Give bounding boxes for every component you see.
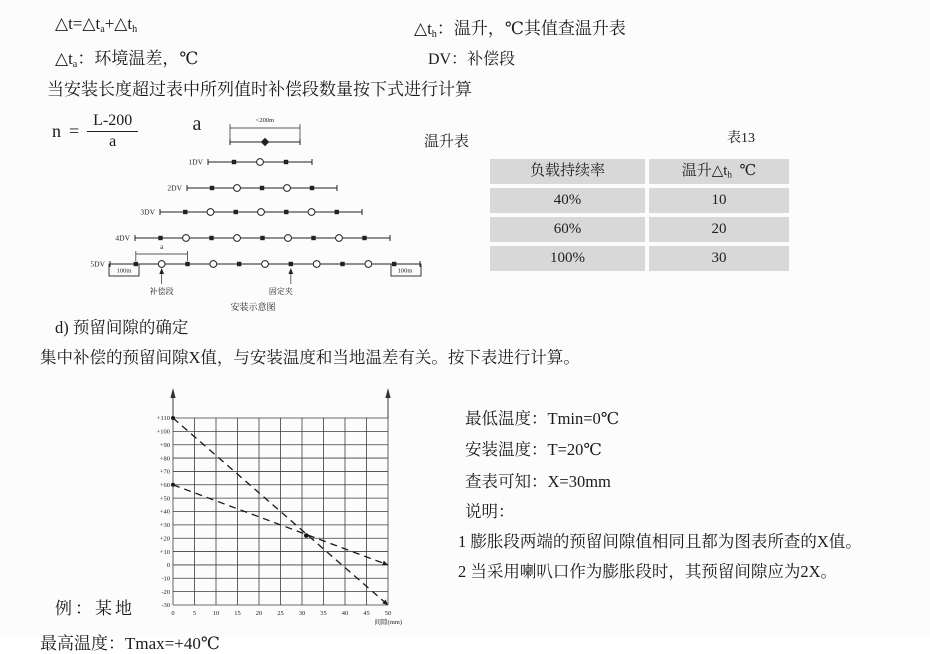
table-cell: 10 (649, 188, 789, 213)
svg-text:50: 50 (384, 610, 392, 617)
definition-text: △t (55, 49, 73, 68)
example-label: 例：某地 (55, 599, 135, 618)
svg-text:35: 35 (320, 610, 327, 617)
svg-text:+90: +90 (159, 441, 170, 449)
fixed-clamp-marker (284, 210, 288, 214)
svg-text:45: 45 (363, 610, 370, 617)
svg-text:固定夹: 固定夹 (268, 287, 293, 296)
definition-delta-ta (55, 44, 198, 70)
notes-title: 说明： (465, 502, 515, 521)
callout-fixed-clamp (269, 268, 293, 296)
svg-text:1DV: 1DV (188, 157, 203, 167)
svg-text:30: 30 (298, 610, 306, 617)
chart-axis-arrows (170, 388, 390, 418)
dv-row-4DV (115, 234, 390, 243)
table-cell: 30 (649, 246, 789, 271)
svg-text:a: a (192, 113, 202, 135)
fixed-clamp-marker (209, 236, 213, 240)
svg-text:+40: +40 (159, 508, 170, 516)
equation-delta-t (55, 14, 137, 35)
lookup-result-line: 查表可知：X=30mm (465, 472, 611, 491)
svg-text:+70: +70 (159, 468, 170, 476)
svg-text:+100: +100 (156, 428, 170, 436)
svg-text:-30: -30 (161, 602, 170, 610)
install-temperature-line: 安装温度：T=20℃ (465, 440, 602, 459)
svg-text:-20: -20 (161, 588, 170, 596)
compensation-unit-marker (262, 261, 269, 268)
svg-text:间隙(mm): 间隙(mm) (374, 619, 402, 626)
fixed-clamp-marker (362, 236, 366, 240)
table-cell: 60% (490, 217, 645, 242)
svg-text:+20: +20 (159, 535, 170, 543)
header-text: 温升△t (681, 163, 728, 179)
svg-text:0: 0 (166, 562, 170, 570)
svg-text:+50: +50 (159, 495, 170, 503)
svg-text:+10: +10 (159, 548, 170, 556)
svg-text:a: a (160, 243, 164, 251)
fixed-clamp-marker (289, 262, 293, 266)
segment-a-symbol (193, 113, 300, 146)
svg-text:10: 10 (212, 610, 220, 617)
compensation-unit-marker (285, 235, 292, 242)
section-d-body: 集中补偿的预留间隙X值，与安装温度和当地温差有关。按下表进行计算。 (40, 348, 580, 367)
svg-text:<200m: <200m (255, 117, 275, 124)
temperature-rise-table (490, 159, 789, 271)
fixed-clamp-marker (210, 186, 214, 190)
dv-row-5DV (90, 260, 420, 269)
fraction-denominator: a (109, 133, 117, 151)
svg-text:15: 15 (234, 610, 241, 617)
compensation-unit-marker (207, 209, 214, 216)
diagram-caption (230, 301, 275, 312)
svg-text:3DV: 3DV (140, 207, 155, 217)
svg-text:25: 25 (277, 610, 284, 617)
svg-text:4DV: 4DV (115, 233, 130, 243)
fixed-clamp-marker (185, 262, 189, 266)
compensation-unit-marker (257, 159, 264, 166)
compensation-unit-marker (234, 185, 241, 192)
compensation-unit-marker (234, 235, 241, 242)
svg-text:20: 20 (255, 610, 263, 617)
reading-point (304, 533, 309, 538)
svg-text:-10: -10 (161, 575, 170, 583)
compensation-unit-marker (308, 209, 315, 216)
reserved-gap-chart (140, 380, 440, 635)
table-cell: 100% (490, 246, 645, 271)
note-1: 1 膨胀段两端的预留间隙值相同且都为图表所查的X值。 (458, 532, 862, 551)
equation-text: +△t (104, 14, 133, 33)
intro-sentence: 当安装长度超过表中所列值时补偿段数量按下式进行计算 (47, 80, 472, 99)
fraction-numerator: L-200 (87, 112, 138, 132)
definition-text: ：温升，℃其值查温升表 (436, 19, 626, 38)
fixed-clamp-marker (310, 186, 314, 190)
fixed-clamp-marker (311, 236, 315, 240)
fixed-clamp-marker (260, 236, 264, 240)
note-2: 2 当采用喇叭口作为膨胀段时，其预留间隙应为2X。 (458, 562, 838, 581)
subscript-a: a (72, 58, 78, 70)
clipped-bottom-line: 最高温度：Tmax=+40℃ (40, 634, 220, 653)
fixed-clamp-marker (183, 210, 187, 214)
subscript-h: h (431, 28, 437, 40)
svg-text:100m: 100m (397, 267, 413, 275)
svg-text:40: 40 (341, 610, 349, 617)
table-cell: 40% (490, 188, 645, 213)
subscript-a: a (100, 23, 105, 35)
svg-text:安装示意图: 安装示意图 (230, 302, 276, 312)
lowest-temperature-line: 最低温度：Tmin=0℃ (465, 409, 620, 428)
section-d-heading: d) 预留间隙的确定 (55, 318, 189, 337)
table-cell: 20 (649, 217, 789, 242)
column-header-load-rate: 负载持续率 (490, 159, 645, 184)
svg-text:补偿段: 补偿段 (149, 287, 174, 296)
definition-text: △t (414, 19, 432, 38)
compensation-unit-marker (313, 261, 320, 268)
svg-text:2DV: 2DV (167, 183, 182, 193)
column-header-temp-rise (649, 159, 789, 184)
subscript-h: h (132, 23, 138, 35)
svg-text:5: 5 (192, 610, 197, 617)
svg-text:0: 0 (171, 610, 175, 617)
svg-text:+30: +30 (159, 522, 170, 530)
fixed-clamp-marker (234, 210, 238, 214)
fixed-clamp-marker (158, 236, 162, 240)
dv-row-1DV (188, 158, 312, 167)
dv-row-3DV (140, 208, 362, 217)
compensation-unit-marker (210, 261, 217, 268)
compensation-unit-marker (258, 209, 265, 216)
fixed-clamp-marker (284, 160, 288, 164)
subscript-h: h (727, 169, 732, 180)
formula-lhs: n (52, 121, 61, 142)
fixed-clamp-marker (260, 186, 264, 190)
svg-text:100m: 100m (116, 267, 132, 275)
equation-text: △t=△t (55, 14, 101, 33)
definition-dv: DV：补偿段 (428, 51, 516, 68)
compensation-unit-marker (365, 261, 372, 268)
fixed-clamp-marker (340, 262, 344, 266)
svg-text:+60: +60 (159, 481, 170, 489)
busbar-joint-marker (261, 138, 269, 146)
header-unit: ℃ (739, 163, 757, 179)
callout-compensation-segment (150, 268, 174, 296)
svg-text:5DV: 5DV (90, 259, 105, 269)
svg-text:+110: +110 (156, 415, 170, 423)
fixed-clamp-marker (237, 262, 241, 266)
equals-sign: = (69, 121, 80, 142)
fixed-clamp-marker (232, 160, 236, 164)
chart-tick-labels (157, 415, 402, 626)
definition-text: ：环境温差，℃ (77, 49, 199, 68)
compensation-unit-marker (336, 235, 343, 242)
compensation-count-formula (52, 112, 138, 152)
compensation-unit-marker (284, 185, 291, 192)
dv-row-2DV (167, 184, 337, 193)
svg-text:+80: +80 (159, 455, 170, 463)
fraction (87, 112, 138, 152)
table-number-tag: 表13 (727, 131, 755, 146)
compensation-unit-marker (183, 235, 190, 242)
definition-delta-th (414, 14, 626, 40)
compensation-unit-marker (158, 261, 165, 268)
rise-table-title: 温升表 (424, 134, 470, 150)
fixed-clamp-marker (335, 210, 339, 214)
span-a-bracket (136, 243, 188, 261)
